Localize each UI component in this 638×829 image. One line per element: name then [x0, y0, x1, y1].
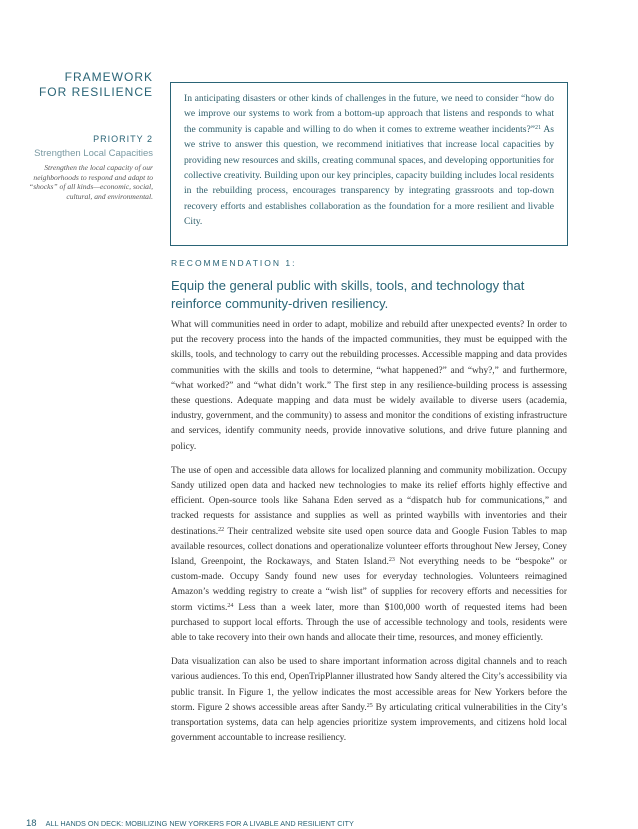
p2-text-a: The use of open and accessible data allows for localized planning and community mobilization. Occupy Sandy utilized open data and hacked new technologies to make its relief efforts highly effective and efficient. Open-source tools like Sahana Eden served as a “dispatch hub for communications,” and tracked requests for assistance and supplies as well as printed waybills with inventories and their destinations. [171, 465, 567, 537]
p2-text-b: Their centralized website site used open source data and Google Fusion Tables to map available resources, collect donations and operationalize volunteer efforts throughout New Jersey, Coney Island, Greenpoint, the Rockaways, and Staten Island. [171, 526, 567, 568]
framework-title-line2: FOR RESILIENCE [38, 85, 153, 99]
footnote-ref-25: 25 [366, 702, 373, 709]
priority-label: PRIORITY 2 [93, 134, 153, 144]
footnote-ref-24: 24 [227, 602, 234, 609]
body-paragraph-2 [171, 464, 567, 646]
footnote-ref-21: 21 [535, 124, 542, 131]
intro-callout-box [170, 82, 568, 246]
sidebar [18, 70, 153, 201]
recommendation-title: Equip the general public with skills, tools, and technology that reinforce community-driven resiliency. [171, 278, 525, 311]
p2-text-d: Less than a week later, more than $100,000 worth of requested items had been purchased to support local efforts. Through the use of accessible technology and tools, residents were able to take recovery into their own hands and allocate their time, resources, and money efficiently. [171, 602, 567, 644]
priority-description: Strengthen the local capacity of our neighborhoods to respond and adapt to “shocks” of all kinds—economic, social, cultural, and environmental. [28, 163, 153, 201]
callout-text-part2: As we strive to answer this question, we recommend initiatives that increase local capacities by providing new resources and skills, creating communal spaces, and developing opportunities for collective creativity. Building upon our key principles, capacity building includes local residents in the rebuilding process, encourages transparency by integrating grassroots and top-down recovery efforts and establishes collaboration as the foundation for a more resilient and livable City. [184, 123, 554, 228]
footnote-ref-22: 22 [218, 526, 225, 533]
body-paragraph-1: What will communities need in order to adapt, mobilize and rebuild after unexpected events? In order to put the recovery process into the hands of the impacted communities, they must be equipped with the skills, tools, and technology to carry out the rebuilding processes. Accessible mapping and data provides communities with the skills and tools to determine, “what happened?” and “why?,” and furthermore, “what worked?” and “what didn’t work.” The first step in any resilience-building process is assessing these questions. Adequate mapping and data must be widely available to diverse users (academia, industry, government, and the community) to assess and monitor the conditions of existing infrastructure and services, identify community needs, provide innovative solutions, and drive future planning and policy. [171, 320, 567, 452]
framework-title-line1: FRAMEWORK [64, 70, 153, 84]
callout-text-part1: In anticipating disasters or other kinds of challenges in the future, we need to consider “how do we improve our systems to work from a bottom-up approach that listens and responds to what the community is capable and willing to do when it comes to extreme weather incidents?” [184, 93, 554, 135]
recommendation-label: RECOMMENDATION 1: [171, 258, 297, 268]
page-footer [26, 818, 354, 829]
body-paragraph-3 [171, 655, 567, 746]
footnote-ref-23: 23 [388, 557, 395, 564]
main-content [171, 258, 567, 746]
p3-text-a: Data visualization can also be used to share important information across digital channels and to reach various audiences. To this end, OpenTripPlanner illustrated how Sandy altered the City’s accessibility via public transit. In Figure 1, the yellow indicates the most accessible areas for New Yorkers before the storm. Figure 2 shows accessible areas after Sandy. [171, 657, 567, 713]
p2-text-c: Not everything needs to be “bespoke” or custom-made. Occupy Sandy found new uses for everyday technologies. Volunteers reimagined Amazon’s wedding registry to create a “wish list” of supplies for recovery efforts and necessities for storm victims. [171, 557, 567, 613]
footer-title: ALL HANDS ON DECK: MOBILIZING NEW YORKERS FOR A LIVABLE AND RESILIENT CITY [45, 819, 354, 828]
p3-text-b: By articulating critical vulnerabilities in the City’s transportation systems, data can help agencies prioritize system improvements, and citizens hold local government accountable to increase resiliency. [171, 702, 567, 744]
priority-name: Strengthen Local Capacities [34, 148, 153, 159]
page-number: 18 [26, 818, 37, 829]
